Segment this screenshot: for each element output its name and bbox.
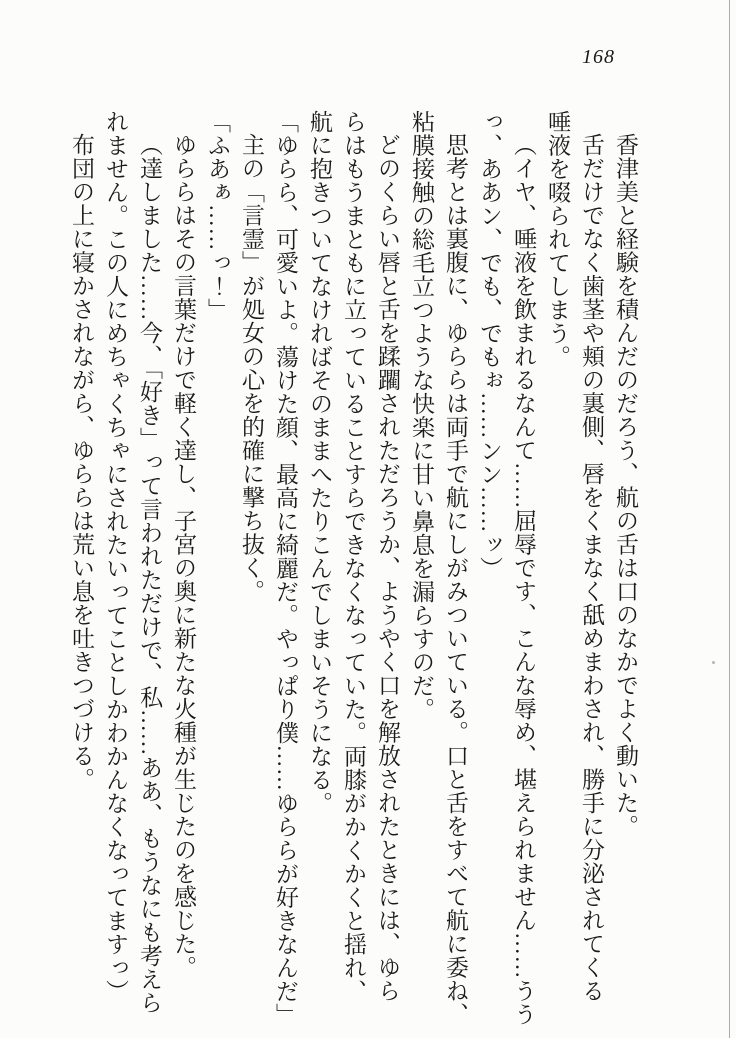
text-line: っ、ああン、でも、でもぉ……ンン……ッ） xyxy=(477,110,502,580)
text-line: 思考とは裏腹に、ゆららは両手で航にしがみついている。口と舌をすべて航に委ね、 xyxy=(443,133,468,1026)
text-line: 布団の上に寝かされながら、ゆららは荒い息を吐きつづける。 xyxy=(69,133,94,791)
body-text xyxy=(64,110,642,1038)
text-line: 香津美と経験を積んだのだろう、航の舌は口のなかでよく動いた。 xyxy=(613,133,638,838)
text-line: れません。この人にめちゃくちゃにされたいってことしかわかんなくなってますっ） xyxy=(103,110,128,1003)
text-line: 「ふあぁ……っ！」 xyxy=(205,110,230,322)
text-line: ゆららはその言葉だけで軽く達し、子宮の奥に新たな火種が生じたのを感じた。 xyxy=(171,133,196,979)
text-line: 舌だけでなく歯茎や頬の裏側、唇をくまなく舐めまわされ、勝手に分泌されてくる xyxy=(579,133,604,1003)
text-line: 粘膜接触の総毛立つような快楽に甘い鼻息を漏らすのだ。 xyxy=(409,110,434,721)
text-line: 「ゆらら、可愛いよ。蕩けた顔、最高に綺麗だ。やっぱり僕……ゆららが好きなんだ」 xyxy=(273,110,298,1027)
text-line: （達しました……今、「好き」って言われただけで、私……ああ、もうなにも考えら xyxy=(137,133,162,1015)
text-line: 唾液を啜られてしまう。 xyxy=(545,110,570,369)
text-line: （イヤ、唾液を飲まれるなんて……屈辱です、こんな辱め、堪えられません……うう xyxy=(511,133,536,1026)
text-line: 主の「言霊」が処女の心を的確に撃ち抜く。 xyxy=(239,133,264,603)
text-line: どのくらい唇と舌を蹂躙されただろうか、ようやく口を解放されたときには、ゆら xyxy=(375,133,400,1003)
page-edge-shadow xyxy=(729,0,730,1038)
text-line: らはもうまともに立っていることすらできなくなっていた。両膝がかくかくと揺れ、 xyxy=(341,110,366,1003)
text-line: 航に抱きついてなければそのままへたりこんでしまいそうになる。 xyxy=(307,110,332,815)
page-number: 168 xyxy=(582,46,615,68)
scan-speck xyxy=(712,661,715,664)
